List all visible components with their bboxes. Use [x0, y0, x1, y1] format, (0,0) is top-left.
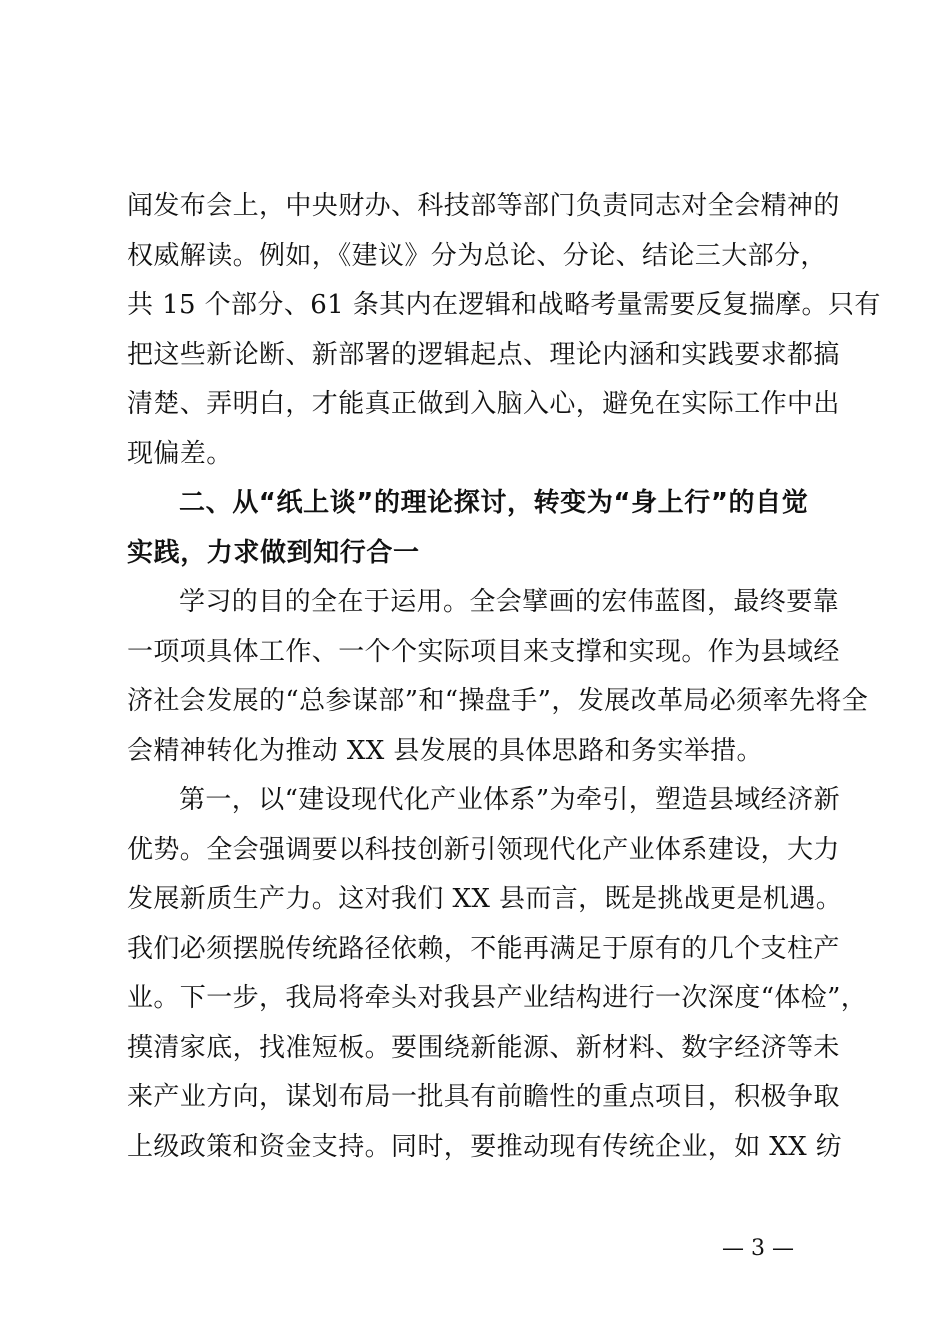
document-body [127, 182, 881, 1172]
paragraph-first [127, 776, 868, 1172]
paragraph-purpose [127, 578, 869, 776]
text-line: 我们必须摆脱传统路径依赖，不能再满足于原有的几个支柱产 [127, 933, 840, 964]
text-line: 来产业方向，谋划布局一批具有前瞻性的重点项目，积极争取 [127, 1082, 840, 1112]
text-line: 优势。全会强调要以科技创新引领现代化产业体系建设，大力 [127, 834, 840, 865]
text-line: 把这些新论断、新部署的逻辑起点、理论内涵和实践要求都搞 [127, 339, 840, 370]
text-line: 现偏差。 [127, 438, 233, 469]
text-line: 共 15 个部分、61 条其内在逻辑和战略考量需要反复揣摩。只有 [127, 290, 881, 320]
text-line: 会精神转化为推动 XX 县发展的具体思路和务实举措。 [127, 735, 763, 766]
text-line: 发展新质生产力。这对我们 XX 县而言，既是挑战更是机遇。 [127, 884, 843, 914]
text-line: 济社会发展的“总参谋部”和“操盘手”，发展改革局必须率先将全 [127, 686, 869, 716]
section-heading [127, 479, 827, 578]
text-line: 摸清家底，找准短板。要围绕新能源、新材料、数字经济等未 [127, 1032, 840, 1063]
text-line: 第一，以“建设现代化产业体系”为牵引，塑造县域经济新 [179, 785, 840, 815]
text-line: 业。下一步，我局将牵头对我县产业结构进行一次深度“体检”， [127, 983, 868, 1013]
page-number: — 3 — [722, 1236, 794, 1261]
paragraph-continuation [127, 182, 881, 479]
text-line: 闻发布会上，中央财办、科技部等部门负责同志对全会精神的 [127, 191, 840, 221]
heading-line: 二、从“纸上谈”的理论探讨，转变为“身上行”的自觉 [179, 488, 809, 518]
text-line: 一项项具体工作、一个个实际项目来支撑和实现。作为县域经 [127, 636, 840, 667]
text-line: 权威解读。例如，《建议》分为总论、分论、结论三大部分， [127, 240, 827, 271]
text-line: 清楚、弄明白，才能真正做到入脑入心，避免在实际工作中出 [127, 389, 840, 419]
text-line: 上级政策和资金支持。同时，要推动现有传统企业，如 XX 纺 [127, 1131, 843, 1162]
heading-line: 实践，力求做到知行合一 [127, 537, 420, 568]
text-line: 学习的目的全在于运用。全会擘画的宏伟蓝图，最终要靠 [179, 587, 840, 617]
